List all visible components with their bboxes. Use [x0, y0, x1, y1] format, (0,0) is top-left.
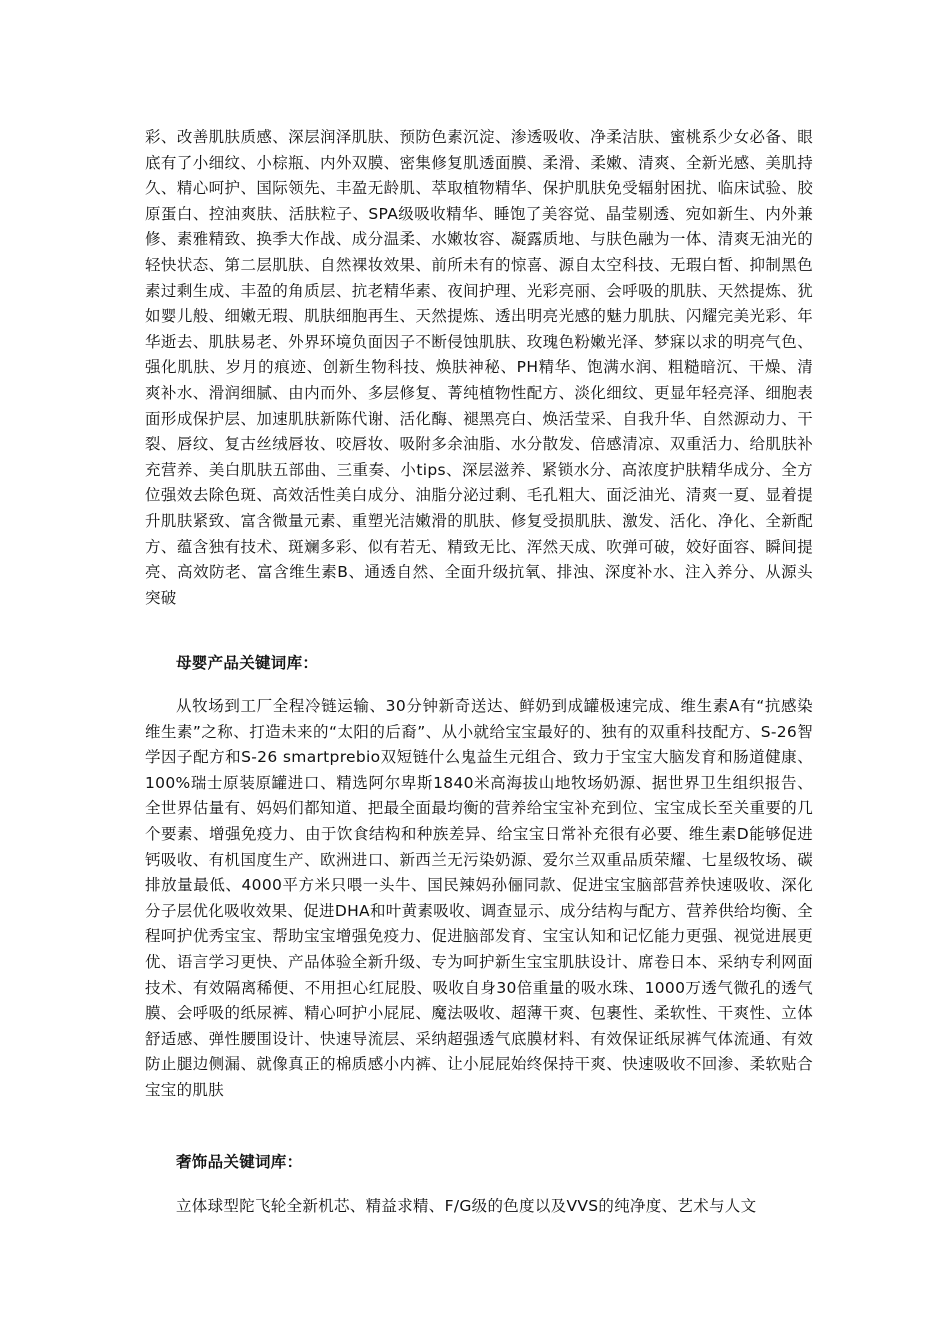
maternity-keywords-paragraph: 从牧场到工厂全程冷链运输、30分钟新奇送达、鲜奶到成罐极速完成、维生素A有“抗感染维生素”之称、打造未来的“太阳的后裔”、从小就给宝宝最好的、独有的双重科技配方、S-26智学因子配方和S-26 smartprebio双短链什么鬼益生元组合、致力于宝宝大脑发育和肠道健康、100%瑞士原装原罐进口、精选阿尔卑斯1840米高海拔山地牧场奶源、据世界卫生组织报告、全世界估量有、妈妈们都知道、把最全面最均衡的营养给宝宝补充到位、宝宝成长至关重要的几个要素、增强免疫力、由于饮食结构和种族差异、给宝宝日常补充很有必要、维生素D能够促进钙吸收、有机国度生产、欧洲进口、新西兰无污染奶源、爱尔兰双重品质荣耀、七星级牧场、碳排放量最低、4000平方米只喂一头牛、国民辣妈孙俪同款、促进宝宝脑部营养快速吸收、深化分子层优化吸收效果、促进DHA和叶黄素吸收、调查显示、成分结构与配方、营养供给均衡、全程呵护优秀宝宝、帮助宝宝增强免疫力、促进脑部发育、宝宝认知和记忆能力更强、视觉进展更优、语言学习更快、产品体验全新升级、专为呵护新生宝宝肌肤设计、席卷日本、采纳专利网面技术、有效隔离稀便、不用担心红屁股、吸收自身30倍重量的吸水珠、1000万透气微孔的透气膜、会呼吸的纸尿裤、精心呵护小屁屁、魔法吸收、超薄干爽、包裹性、柔软性、干爽性、立体舒适感、弹性腰围设计、快速导流层、采纳超强透气底膜材料、有效保证纸尿裤气体流通、有效防止腿边侧漏、就像真正的棉质感小内裤、让小屁屁始终保持干爽、快速吸收不回渗、柔软贴合宝宝的肌肤	[145, 697, 813, 1099]
skincare-keywords-paragraph: 彩、改善肌肤质感、深层润泽肌肤、预防色素沉淀、渗透吸收、净柔洁肤、蜜桃系少女必备、眼底有了小细纹、小棕瓶、内外双膜、密集修复肌透面膜、柔滑、柔嫩、清爽、全新光感、美肌持久、精心呵护、国际领先、丰盈无龄肌、萃取植物精华、保护肌肤免受辐射困扰、临床试验、胶原蛋白、控油爽肤、活肤粒子、SPA级吸收精华、睡饱了美容觉、晶莹剔透、宛如新生、内外兼修、素雅精致、换季大作战、成分温柔、水嫩妆容、凝露质地、与肤色融为一体、清爽无油光的轻快状态、第二层肌肤、自然裸妆效果、前所未有的惊喜、源自太空科技、无瑕白皙、抑制黑色素过剩生成、丰盈的角质层、抗老精华素、夜间护理、光彩亮丽、会呼吸的肌肤、天然提炼、犹如婴儿般、细嫩无瑕、肌肤细胞再生、天然提炼、透出明亮光感的魅力肌肤、闪耀完美光彩、年华逝去、肌肤易老、外界环境负面因子不断侵蚀肌肤、玫瑰色粉嫩光泽、梦寐以求的明亮气色、强化肌肤、岁月的痕迹、创新生物科技、焕肤神秘、PH精华、饱满水润、粗糙暗沉、干燥、清爽补水、滑润细腻、由内而外、多层修复、菁纯植物性配方、淡化细纹、更显年轻亮泽、细胞表面形成保护层、加速肌肤新陈代谢、活化酶、褪黑亮白、焕活莹采、自我升华、自然源动力、干裂、唇纹、复古丝绒唇妆、咬唇妆、吸附多余油脂、水分散发、倍感清凉、双重活力、给肌肤补充营养、美白肌肤五部曲、三重奏、小tips、深层滋养、紧锁水分、高浓度护肤精华成分、全方位强效去除色斑、高效活性美白成分、油脂分泌过剩、毛孔粗大、面泛油光、清爽一夏、显着提升肌肤紧致、富含微量元素、重塑光洁嫩滑的肌肤、修复受损肌肤、激发、活化、净化、全新配方、蕴含独有技术、斑斓多彩、似有若无、精致无比、浑然天成、吹弹可破，姣好面容、瞬间提亮、高效防老、富含维生素B、通透自然、全面升级抗氧、排浊、深度补水、注入养分、从源头突破	[145, 128, 813, 607]
luxury-keywords-heading: 奢饰品关键词库：	[176, 1153, 303, 1171]
luxury-keywords-paragraph: 立体球型陀飞轮全新机芯、精益求精、F/G级的色度以及VVS的纯净度、艺术与人文	[176, 1197, 757, 1215]
maternity-keywords-heading: 母婴产品关键词库：	[176, 654, 319, 672]
